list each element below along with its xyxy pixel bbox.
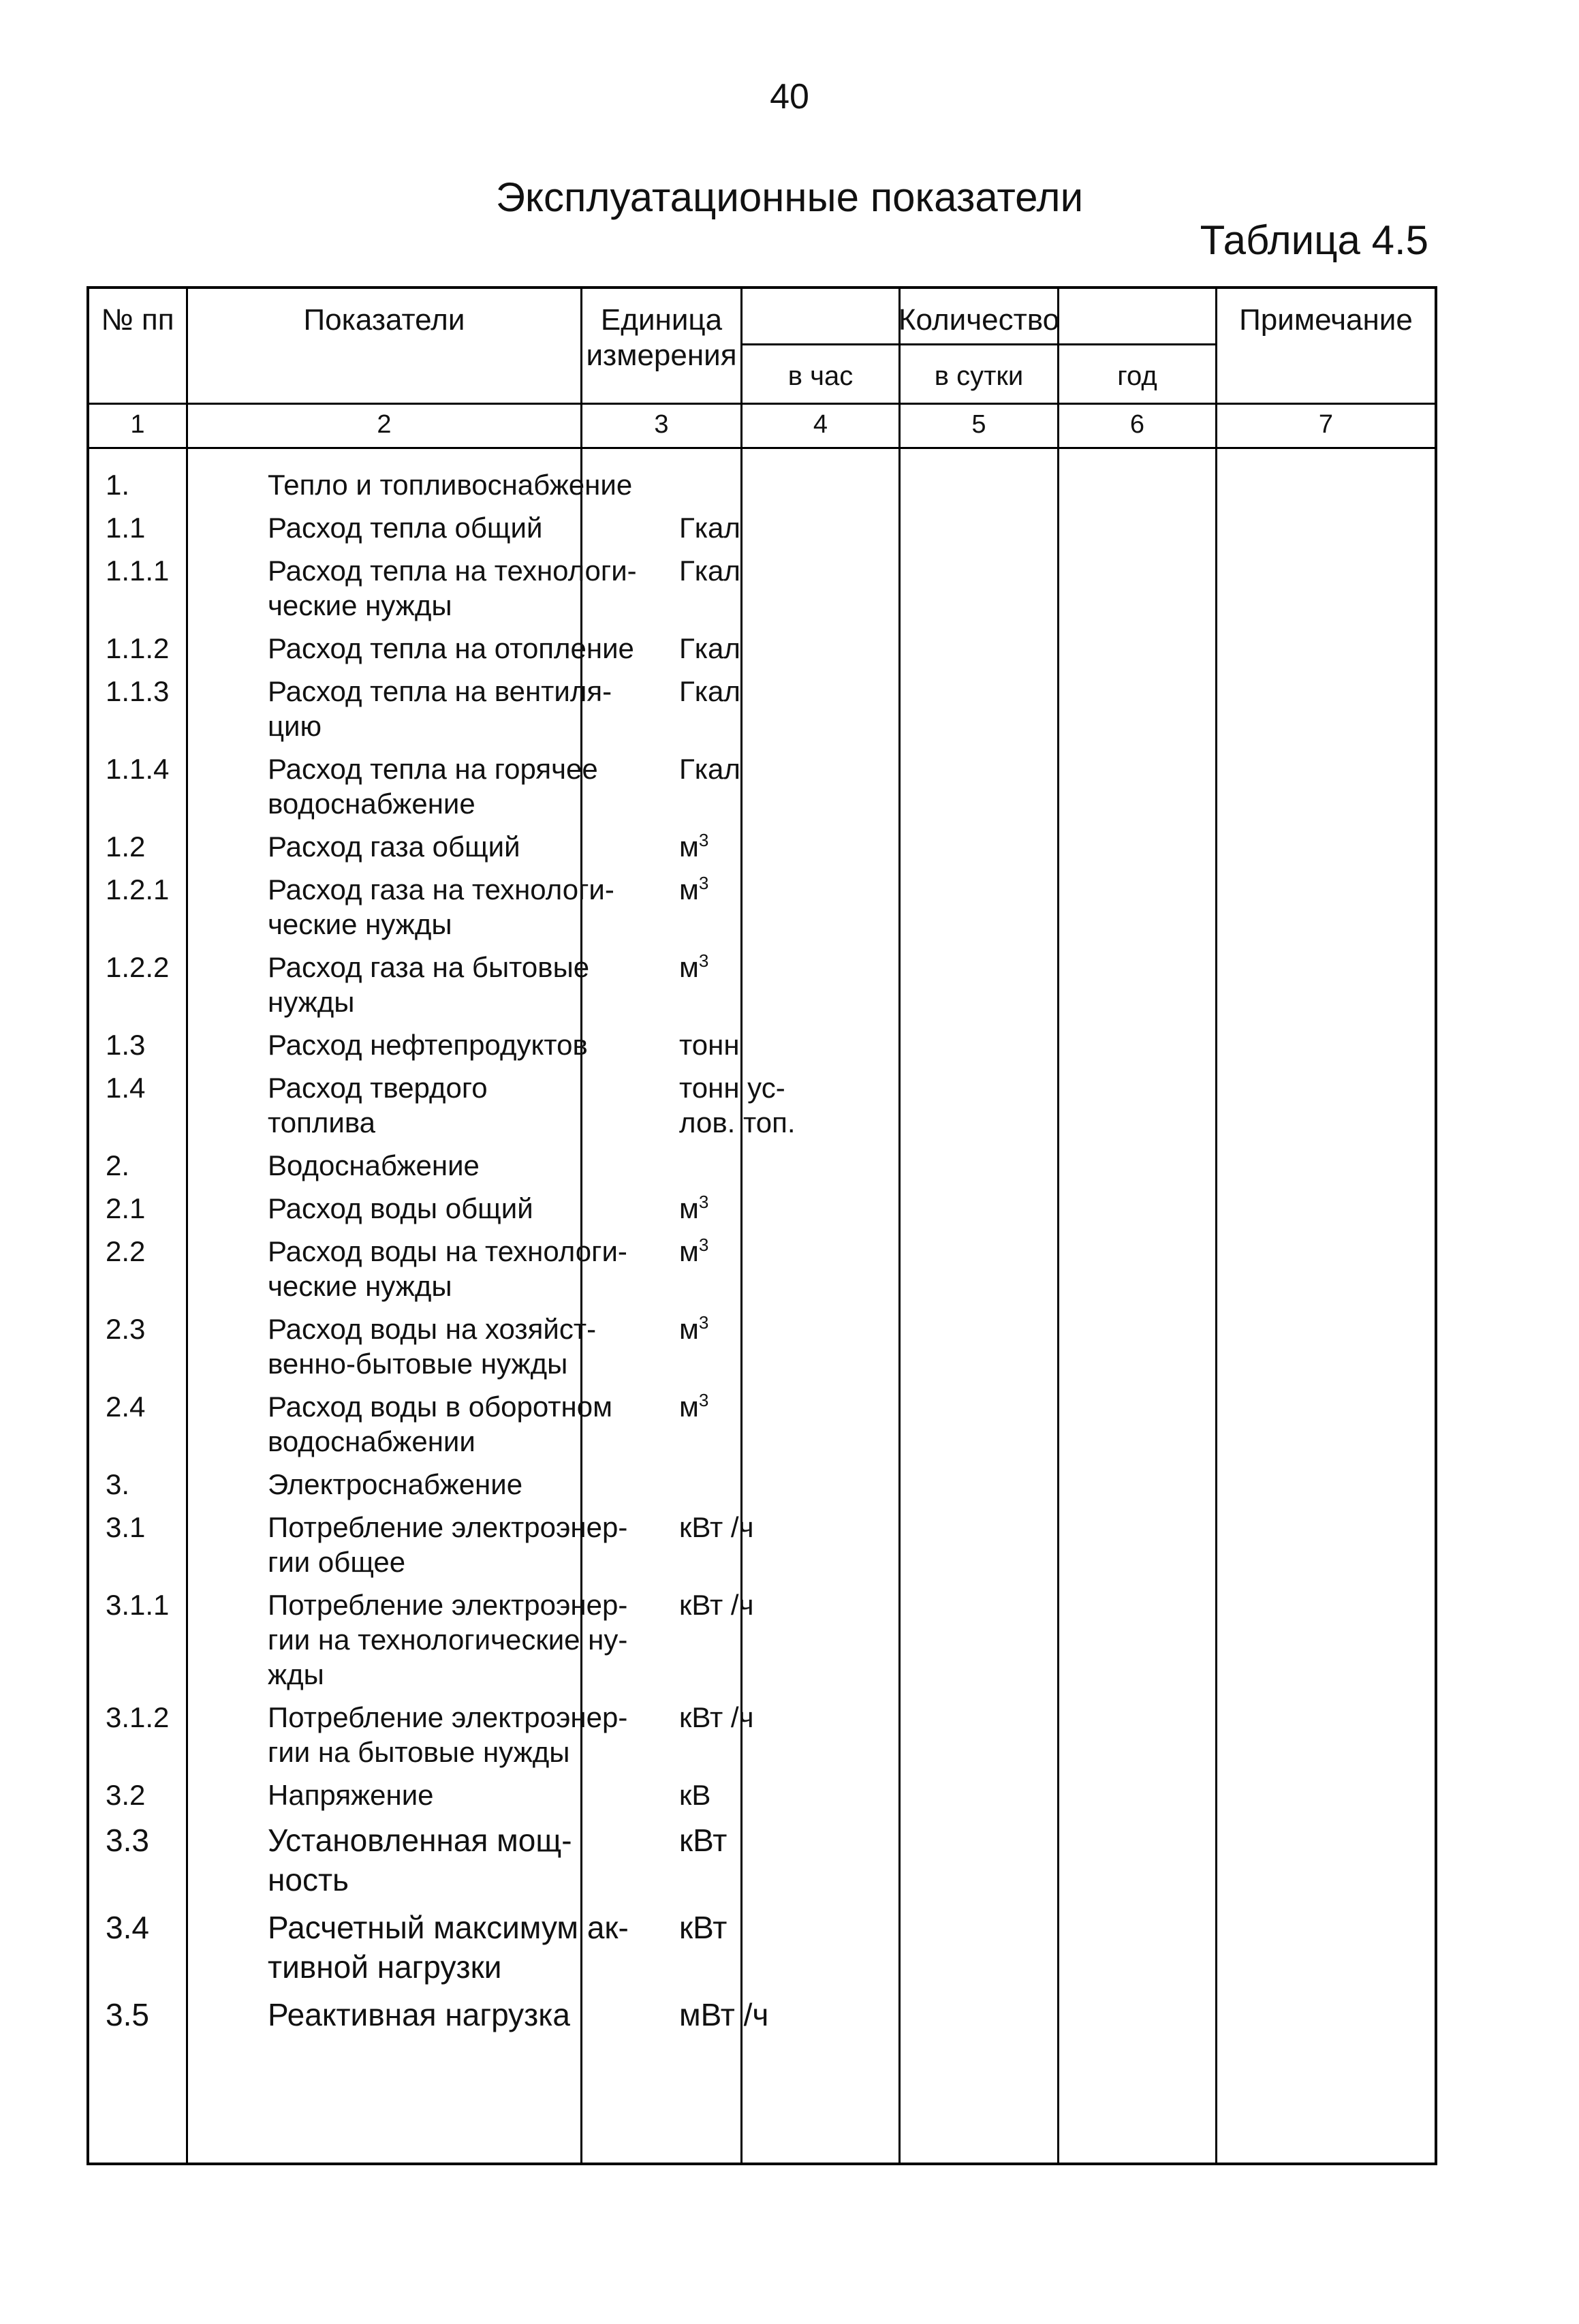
- table-row: [89, 1812, 1435, 1900]
- page-number: 40: [770, 77, 809, 117]
- table-row: [89, 1579, 1435, 1692]
- table-row: [89, 1140, 1435, 1183]
- row-indicator: Тепло и топливоснабжение: [268, 469, 633, 501]
- table-row: [89, 545, 1435, 623]
- table-row: [89, 1769, 1435, 1812]
- grid-line: [89, 403, 1435, 405]
- row-indicator: Расход твердого топлива: [268, 1072, 488, 1138]
- row-indicator: Потребление электроэнер- гии на бытовые нужды: [268, 1701, 628, 1768]
- row-unit: тонн ус- лов. топ.: [679, 1072, 796, 1138]
- header-per-year: год: [1117, 361, 1157, 391]
- table-row: [89, 502, 1435, 545]
- row-indicator: Расход нефтепродуктов: [268, 1029, 588, 1061]
- row-indicator: Потребление электроэнер- гии общее: [268, 1511, 628, 1578]
- document-title: Эксплуатационные показатели: [495, 174, 1084, 220]
- table-row: [89, 864, 1435, 942]
- row-number: 3.: [106, 1468, 130, 1500]
- row-indicator: Электроснабжение: [268, 1468, 523, 1500]
- header-per-day: в сутки: [934, 361, 1024, 391]
- row-number: 2.3: [106, 1313, 146, 1345]
- row-number: 1.2.1: [106, 873, 170, 905]
- header-indicator: Показатели: [303, 303, 465, 337]
- table-row: [89, 1987, 1435, 2034]
- column-number: 1: [130, 410, 145, 439]
- header-quantity: Количество: [898, 303, 1060, 337]
- row-number: 1.1.4: [106, 753, 170, 785]
- row-number: 1.3: [106, 1029, 146, 1061]
- row-indicator: Водоснабжение: [268, 1149, 480, 1181]
- row-unit: тонн: [679, 1029, 740, 1061]
- table-row: [89, 666, 1435, 743]
- row-unit: $м^3$: [679, 873, 709, 905]
- row-indicator: Расход газа общий: [268, 831, 520, 863]
- header-num: № пп: [101, 303, 174, 337]
- row-number: 2.4: [106, 1391, 146, 1423]
- header-unit: [582, 303, 740, 373]
- grid-line: [740, 343, 1215, 345]
- column-number: 4: [813, 410, 828, 439]
- row-unit: Гкал: [679, 753, 740, 785]
- row-indicator: Расход тепла общий: [268, 512, 543, 544]
- table-row: [89, 743, 1435, 821]
- table-row: [89, 1183, 1435, 1226]
- table-body: [89, 459, 1435, 2034]
- row-unit: $м^3$: [679, 950, 709, 983]
- grid-line: [89, 447, 1435, 449]
- row-indicator: Расчетный максимум ак- тивной нагрузки: [268, 1910, 629, 1985]
- row-unit: Гкал: [679, 675, 740, 707]
- column-number: 3: [654, 410, 669, 439]
- row-number: 3.2: [106, 1779, 146, 1811]
- table-row: [89, 1226, 1435, 1303]
- row-unit: кВт /ч: [679, 1589, 754, 1621]
- row-indicator: Расход газа на бытовые нужды: [268, 951, 590, 1018]
- row-unit: кВт: [679, 1823, 728, 1858]
- row-unit: кВт: [679, 1910, 728, 1945]
- row-number: 2.2: [106, 1235, 146, 1267]
- row-number: 1.2: [106, 831, 146, 863]
- row-indicator: Расход воды на технологи- ческие нужды: [268, 1235, 627, 1302]
- row-number: 3.1.2: [106, 1701, 170, 1733]
- row-unit: $м^3$: [679, 830, 709, 863]
- indicators-table: [87, 286, 1437, 2165]
- row-indicator: Расход тепла на технологи- ческие нужды: [268, 555, 637, 621]
- row-indicator: Расход тепла на отопление: [268, 632, 634, 664]
- row-indicator: Потребление электроэнер- гии на технологические ну- жды: [268, 1589, 628, 1690]
- row-unit: $м^3$: [679, 1235, 709, 1267]
- table-row: [89, 1459, 1435, 1502]
- header-unit-line2: измерения: [586, 339, 737, 372]
- column-number: 7: [1318, 410, 1334, 439]
- row-unit: кВт /ч: [679, 1701, 754, 1733]
- header-note: Примечание: [1239, 303, 1413, 337]
- row-number: 3.5: [106, 1997, 149, 2032]
- row-indicator: Реактивная нагрузка: [268, 1997, 570, 2032]
- table-row: [89, 821, 1435, 864]
- row-unit: $м^3$: [679, 1192, 709, 1224]
- table-label: Таблица 4.5: [1200, 217, 1428, 263]
- column-number: 2: [377, 410, 392, 439]
- row-indicator: Расход воды на хозяйст- венно-бытовые нужды: [268, 1313, 597, 1380]
- row-unit: Гкал: [679, 555, 740, 587]
- table-row: [89, 1019, 1435, 1062]
- row-number: 2.1: [106, 1192, 146, 1224]
- row-number: 3.1.1: [106, 1589, 170, 1621]
- row-number: 1.1: [106, 512, 146, 544]
- row-indicator: Расход воды общий: [268, 1192, 533, 1224]
- header-unit-line1: Единица: [600, 303, 723, 337]
- row-indicator: Напряжение: [268, 1779, 434, 1811]
- row-unit: Гкал: [679, 632, 740, 664]
- row-unit: кВт /ч: [679, 1511, 754, 1543]
- row-number: 1.1.3: [106, 675, 170, 707]
- column-number: 6: [1129, 410, 1145, 439]
- row-number: 2.: [106, 1149, 130, 1181]
- row-unit: кВ: [679, 1779, 711, 1811]
- row-number: 3.4: [106, 1910, 149, 1945]
- row-indicator: Расход тепла на вентиля- цию: [268, 675, 612, 742]
- row-unit: Гкал: [679, 512, 740, 544]
- row-number: 1.2.2: [106, 951, 170, 983]
- row-unit: мВт /ч: [679, 1997, 769, 2032]
- table-row: [89, 1502, 1435, 1579]
- table-row: [89, 1900, 1435, 1987]
- row-number: 3.3: [106, 1823, 149, 1858]
- table-row: [89, 459, 1435, 502]
- table-row: [89, 1692, 1435, 1769]
- row-indicator: Расход воды в оборотном водоснабжении: [268, 1391, 612, 1457]
- row-indicator: Расход газа на технологи- ческие нужды: [268, 873, 614, 940]
- row-number: 1.1.2: [106, 632, 170, 664]
- table-row: [89, 942, 1435, 1019]
- table-row: [89, 623, 1435, 666]
- row-unit: $м^3$: [679, 1312, 709, 1345]
- row-number: 1.4: [106, 1072, 146, 1104]
- row-indicator: Расход тепла на горячее водоснабжение: [268, 753, 598, 820]
- row-number: 1.1.1: [106, 555, 170, 587]
- row-indicator: Установленная мощ- ность: [268, 1823, 572, 1897]
- table-row: [89, 1303, 1435, 1381]
- table-row: [89, 1381, 1435, 1459]
- header-per-hour: в час: [787, 361, 854, 391]
- row-number: 3.1: [106, 1511, 146, 1543]
- table-row: [89, 1062, 1435, 1140]
- column-number: 5: [971, 410, 986, 439]
- row-unit: $м^3$: [679, 1390, 709, 1423]
- row-number: 1.: [106, 469, 130, 501]
